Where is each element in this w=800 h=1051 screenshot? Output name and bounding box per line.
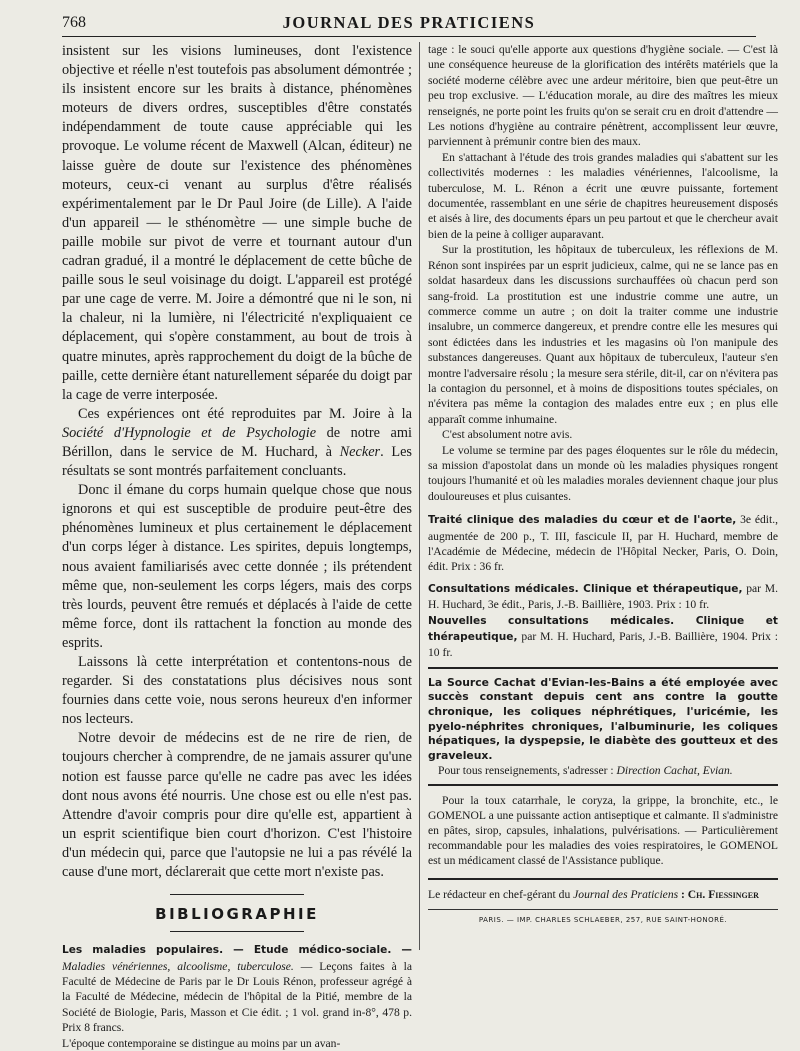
footer-separator	[428, 878, 778, 880]
book-review	[62, 942, 412, 1051]
ad-gomenol-text: Pour la toux catarrhale, le coryza, la grippe, la bronchite, etc., le GOMENOL a une puissante action antiseptique et calmante. Il s'administre en pâtes, sirop, capsules, inhalations, pulvérisations. — Particulièrement recommandable pour les maladies des voies respiratoires, le GOMENOL est un médicament classé de l'Assistance publique.	[428, 794, 778, 868]
article-paragraph: insistent sur les visions lumineuses, dont l'existence objective et réelle n'est toutefois pas absolument démontrée ; ils insistent encore sur les braits à distance, phénomènes moteurs de divers ordres, susceptibles d'être constatés indépendamment de toute cause appréciable qui les provoque. Le volume récent de Maxwell (Alcan, éditeur) ne laisse guère de doute sur l'existence des phénomènes moteurs, ceux-ci venant au surplus d'être réalisés expérimentalement par le Dr Paul Joire (de Lille). A l'aide d'un appareil — le sthénomètre — une simple buche de paille mobile sur pivot de verre et tournant autour d'un cadran gradué, il a montré le déplacement de cette bûche de paille sous le seul voisinage du doigt. L'appareil est protégé par une cage de verre. M. Joire a démontré que ni le son, ni la chaleur, ni la lumière, ni l'électricité n'expliquaient ce déplacement, qui s'opère constamment, au bout de trois à quatre minutes, après rapprochement du doigt de la bûche de paille, cette dernière étant naturellement séparée du doigt par la cage de verre interposée.	[62, 43, 412, 403]
article-paragraph: Donc il émane du corps humain quelque chose que nous ignorons et qui est susceptible de produire peut-être des phénomènes lumineux et plus certainement le déplacement d'un corps léger à distance. Les spirites, depuis longtemps, nous avaient familiarisés avec cette donnée ; ils prétendent même que, non-seulement les corps légers, mais des corps très lourds, peuvent être remués et déplacés à l'aide de cette même force, dont ils rattachent la fonction au monde des esprits.	[62, 482, 412, 651]
book-entry: Consultations médicales. Clinique et thérapeutique, par M. H. Huchard, 3e édit., Paris, J.-B. Baillière, 1903. Prix : 10 fr.	[428, 581, 778, 612]
book-title: Nouvelles consultations médicales. Clinique et thérapeutique,	[428, 614, 778, 644]
review-paragraph: En s'attachant à l'étude des trois grandes maladies qui s'abattent sur les collectivités modernes : les maladies vénériennes, l'alcoolisme, la tuberculose, M. L. Rénon a écrit une œuvre puissante, fortement documentée, rassemblant en une série de chapitres heureusement disposés et aisés à lire, des documents épars un peu partout et que le chercheur avait bien de la peine à colliger auparavant.	[428, 150, 778, 241]
ad-gomenol	[428, 793, 778, 868]
article-paragraph: Notre devoir de médecins est de ne rire de rien, de toujours chercher à comprendre, de ne jamais assurer qu'une notion est fausse parce qu'elle ne cadre pas avec les idées dont nous avons été nourris. Une chose est ou elle n'est pas. Attendre d'avoir compris pour dire qu'elle est, appartient à un esprit scientifique bien court d'horizon. C'est l'histoire d'un médecin qui, parce que l'autopsie ne lui a pas révélé la cause d'une mort, déclarerait que cette mort n'existe pas.	[62, 730, 412, 881]
ad-evian	[428, 676, 778, 779]
right-column	[428, 42, 778, 924]
page-header	[62, 10, 756, 37]
review-paragraph: Sur la prostitution, les hôpitaux de tuberculeux, les réflexions de M. Rénon sont inspirées par un esprit judicieux, calme, qui ne se lance pas en soldat hasardeux dans les discussions surchauffées où chacun perd son sang-froid. La prostitution est une industrie comme une autre, un commerce comme un autre ; on doit la traiter comme une industrie insalubre, un commerce dangereux, et prendre contre elle les mesures qui sont édictées dans les industries et les magasins où l'on manipule des substances dangereuses. Quant aux hôpitaux de tuberculeux, l'auteur s'en montre l'adversaire résolu ; la mesure sera stérile, dit-il, car on n'évitera pas la contagion du personnel, et à moins de dispositions toutes spéciales, on n'évitera pas même la contagion des malades entre eux ; en plus elle apparaît comme inhumaine.	[428, 243, 778, 426]
article-paragraph: Laissons là cette interprétation et contentons-nous de regarder. Si des constatations plus décisives nous sont fournies dans cette voie, nous serons heureux d'en informer nos lecteurs.	[62, 654, 412, 728]
column-divider	[419, 42, 420, 950]
ad-separator	[428, 784, 778, 786]
page-number: 768	[62, 14, 86, 31]
left-column	[62, 42, 412, 1051]
society-name: Société d'Hypnologie et de Psychologie	[62, 424, 317, 441]
printer-imprint: PARIS. — IMP. CHARLES SCHLAEBER, 257, RUE SAINT-HONORÉ.	[478, 915, 728, 924]
review-paragraph: tage : le souci qu'elle apporte aux questions d'hygiène sociale. — C'est là une conséquence heureuse de la glorification des intérêts matériels que la société moderne célèbre avec une ardeur méritoire, bien que peut-être un peu trop exclusive. — L'éducation morale, au dire des maîtres les mieux renseignés, ne porte point les fruits qu'on se serait cru en droit d'attendre — Les notions d'hygiène au contraire pénètrent, accomplissent leur œuvre, parviennent à prémunir contre bien des maux.	[428, 43, 778, 149]
review-paragraph: L'époque contemporaine se distingue au moins par un avan-	[62, 1036, 341, 1050]
book-entry: Traité clinique des maladies du cœur et de l'aorte, 3e édit., augmentée de 200 p., T. III, fascicule II, par H. Huchard, membre de l'Académie de Médecine, médecin de l'Hôpital Necker, Paris, O. Doin, édit. Prix : 36 fr.	[428, 513, 778, 574]
section-rule	[170, 894, 304, 895]
article-paragraph: Ces expériences ont été reproduites par M. Joire à la Société d'Hypnologie et de Psychologie de notre ami Bérillon, dans le service de M. Huchard, à Necker. Les résultats se sont montrés parfaitement concluants.	[62, 405, 412, 480]
ad-evian-text: La Source Cachat d'Evian-les-Bains a été employée avec succès constant depuis cent ans contre la goutte chronique, les coliques néphrétiques, l'uricémie, les pyelo-néphrites chroniques, l'albuminurie, les coliques hépatiques, la dyspepsie, le diabète des goutteux et des graveleux.	[428, 675, 778, 762]
ad-separator	[428, 667, 778, 669]
book-title: Consultations médicales. Clinique et thérapeutique,	[428, 582, 743, 595]
book-listing	[428, 512, 778, 661]
book-title: Traité clinique des maladies du cœur et de l'aorte,	[428, 514, 737, 527]
book-entry: Nouvelles consultations médicales. Clinique et thérapeutique, par M. H. Huchard, Paris, J.-B. Baillière, 1904. Prix : 10 fr.	[428, 614, 778, 660]
book-entry: Les maladies populaires. — Etude médico-sociale. — Maladies vénériennes, alcoolisme, tuberculose. — Leçons faites à la Faculté de Médecine de Paris par le Dr Louis Rénon, professeur agrégé à la Faculté de Médecine, médecin de l'hôpital de la Pitié, membre de la Société de Biologie, Paris, Masson et Cie édit. ; 1 vol. grand in-8°, 478 p. Prix 8 francs.	[62, 944, 413, 1035]
book-subtitle: Maladies vénériennes, alcoolisme, tuberculose.	[62, 959, 294, 973]
journal-title: JOURNAL DES PRATICIENS	[282, 13, 536, 32]
review-paragraph: C'est absolument notre avis.	[442, 428, 573, 442]
ad-evian-contact: Pour tous renseignements, s'adresser : Direction Cachat, Evian.	[438, 764, 733, 778]
book-title: Les maladies populaires. — Etude médico-sociale. —	[62, 944, 412, 957]
editor-line: Le rédacteur en chef-gérant du Journal des Praticiens : Ch. Fiessinger	[428, 888, 759, 902]
footer-rule	[428, 909, 778, 910]
review-paragraph: Le volume se termine par des pages éloquentes sur le rôle du médecin, sa mission d'apostolat dans un monde où les maladies physiques rongent toujours l'humanité et où les maladies morales deviennent chaque jour plus douloureuses et plus cuisantes.	[428, 443, 778, 503]
section-rule	[170, 931, 304, 932]
hospital-name: Necker	[339, 443, 381, 460]
bibliography-heading: BIBLIOGRAPHIE	[155, 905, 319, 924]
